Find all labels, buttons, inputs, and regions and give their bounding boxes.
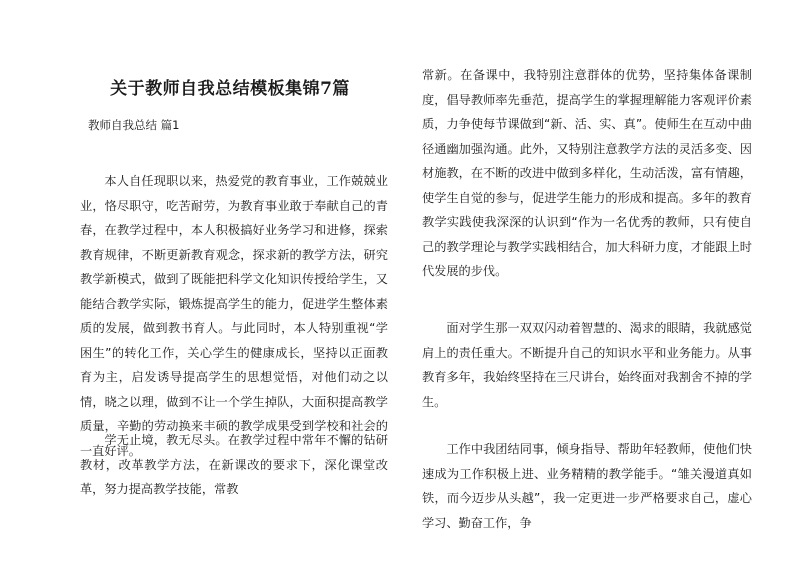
paragraph: 学无止境，教无尽头。在教学过程中常年不懈的钻研教材，改革教学方法，在新课改的要求下，深化课堂改革，努力提高教学技能，常教: [80, 433, 388, 496]
paragraph: 本人自任现职以来，热爱党的教育事业，工作兢兢业业，恪尽职守，吃苦耐劳，为教育事业敢于奉献自己的青春，在教学过程中，本人积极搞好业务学习和进修，探索教育规律，不断更新教育观念，探求新的教学方法，研究教学新模式，做到了既能把科学文化知识传授给学生，又能结合教学实际，锻炼提高学生的能力，促进学生整体素质的发展，做到教书育人。与此同时，本人特别重视“学困生”的转化工作，关心学生的健康成长，坚持以正面教育为主，启发诱导提高学生的思想觉悟，对他们动之以情，晓之以理，做到不让一个学生掉队，大面积提高教学质量，辛勤的劳动换来丰硕的教学成果受到学校和社会的一直好评。: [80, 174, 388, 458]
paragraph: 面对学生那一双双闪动着智慧的、渴求的眼睛，我就感觉肩上的责任重大。不断提升自己的知识水平和业务能力。从事教育多年，我始终坚持在三尺讲台，始终面对我割舍不掉的学生。: [422, 321, 752, 409]
section-subtitle: 教师自我总结 篇1: [88, 118, 180, 132]
paragraph: 常新。在备课中，我特别注意群体的优势，坚持集体备课制度，倡导教师率先垂范，提高学生的掌握理解能力客观评价素质，力争使每节课做到“新、活、实、真”。使师生在互动中曲径通幽加强沟通。此外，又特别注意教学方法的灵活多变、因材施教，在不断的改进中做到多样化，生动活泼，富有情趣，使学生自觉的参与，促进学生能力的形成和提高。多年的教育教学实践使我深深的认识到“作为一名优秀的教师，只有使自己的教学理论与教学实践相结合，加大科研力度，才能跟上时代发展的步伐。: [422, 68, 752, 278]
document-title: 关于教师自我总结模板集锦7篇: [110, 79, 350, 99]
paragraph: 工作中我团结同事，倾身指导、帮助年轻教师，使他们快速成为工作积极上进、业务精精的教学能手。“雏关漫道真如铁，而今迈步从头越”，我一定更进一步严格要求自己，虚心学习、勤奋工作，争: [422, 442, 752, 530]
